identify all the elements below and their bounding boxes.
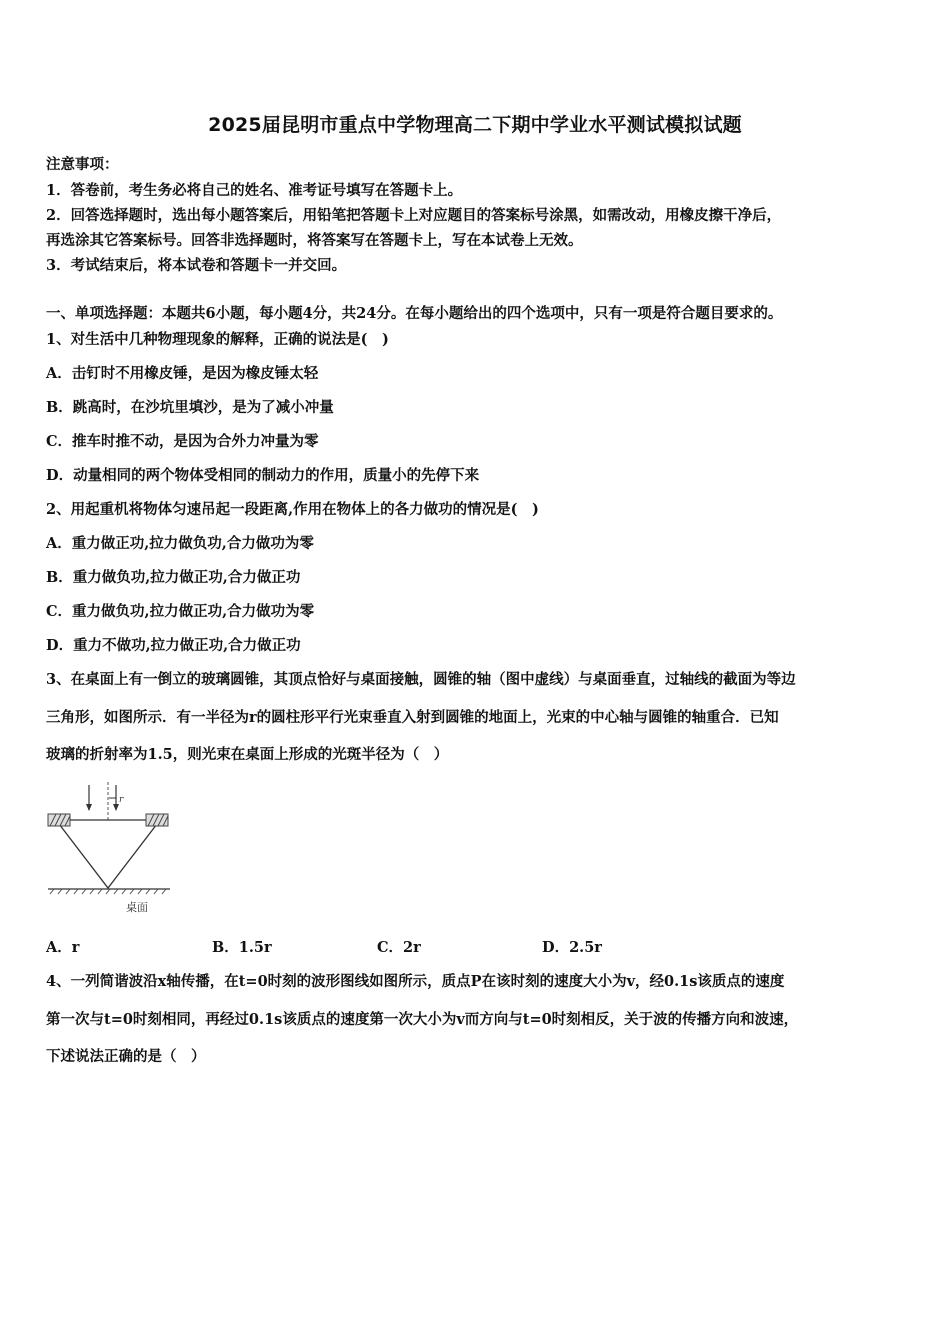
table-hatching [50,889,166,894]
q4-stem-line: 下述说法正确的是（ ） [46,1048,206,1065]
q1-option-d: D．动量相同的两个物体受相同的制动力的作用，质量小的先停下来 [46,467,480,484]
radius-label: r [119,795,124,805]
notice-item: 再选涂其它答案标号。回答非选择题时，将答案写在答题卡上，写在本试卷上无效。 [46,232,583,249]
q2-option-c: C．重力做负功,拉力做正功,合力做功为零 [46,603,315,620]
q3-stem-line: 玻璃的折射率为1.5，则光束在桌面上形成的光斑半径为（ ） [46,746,449,763]
q1-option-a: A．击钉时不用橡皮锤，是因为橡皮锤太轻 [46,365,319,382]
notice-item: 1．答卷前，考生务必将自己的姓名、准考证号填写在答题卡上。 [46,182,463,199]
right-holder [146,814,168,826]
arrow-head-left-icon [86,804,92,811]
q3-stem-line: 三角形，如图所示．有一半径为r的圆柱形平行光束垂直入射到圆锥的地面上，光束的中心轴与圆锥的轴重合．已知 [46,709,779,726]
q2-option-a: A．重力做正功,拉力做负功,合力做功为零 [46,535,314,552]
q3-option-b: B．1.5r [212,939,272,956]
q2-option-d: D．重力不做功,拉力做正功,合力做正功 [46,637,301,654]
arrow-head-right-icon [113,804,119,811]
table-label: 桌面 [126,901,148,914]
cone-figure [46,780,176,920]
q3-option-a: A．r [46,939,80,956]
notice-heading: 注意事项： [46,156,119,173]
q4-stem-line: 第一次与t=0时刻相同，再经过0.1s该质点的速度第一次大小为v而方向与t=0时刻相反，关于波的传播方向和波速， [46,1011,799,1028]
q1-option-b: B．跳高时，在沙坑里填沙，是为了减小冲量 [46,399,334,416]
q3-stem-line: 3、在桌面上有一倒立的玻璃圆锥，其顶点恰好与桌面接触，圆锥的轴（图中虚线）与桌面垂直，过轴线的截面为等边 [46,671,796,688]
glass-cone [56,820,160,888]
section-heading: 一、单项选择题：本题共6小题，每小题4分，共24分。在每小题给出的四个选项中，只有一项是符合题目要求的。 [46,305,783,322]
q1-stem: 1、对生活中几种物理现象的解释，正确的说法是( ) [46,331,389,348]
notice-item: 2．回答选择题时，选出每小题答案后，用铅笔把答题卡上对应题目的答案标号涂黑，如需改动，用橡皮擦干净后， [46,207,782,224]
exam-title: 2025届昆明市重点中学物理高二下期中学业水平测试模拟试题 [208,114,742,136]
q1-option-c: C．推车时推不动，是因为合外力冲量为零 [46,433,319,450]
q2-stem: 2、用起重机将物体匀速吊起一段距离,作用在物体上的各力做功的情况是( ) [46,501,539,518]
notice-item: 3．考试结束后，将本试卷和答题卡一并交回。 [46,257,347,274]
q2-option-b: B．重力做负功,拉力做正功,合力做正功 [46,569,301,586]
q3-option-c: C．2r [377,939,421,956]
q4-stem-line: 4、一列简谐波沿x轴传播，在t=0时刻的波形图线如图所示，质点P在该时刻的速度大小为v，经0.1s该质点的速度 [46,973,785,990]
q3-option-d: D．2.5r [542,939,602,956]
left-holder [48,814,70,826]
